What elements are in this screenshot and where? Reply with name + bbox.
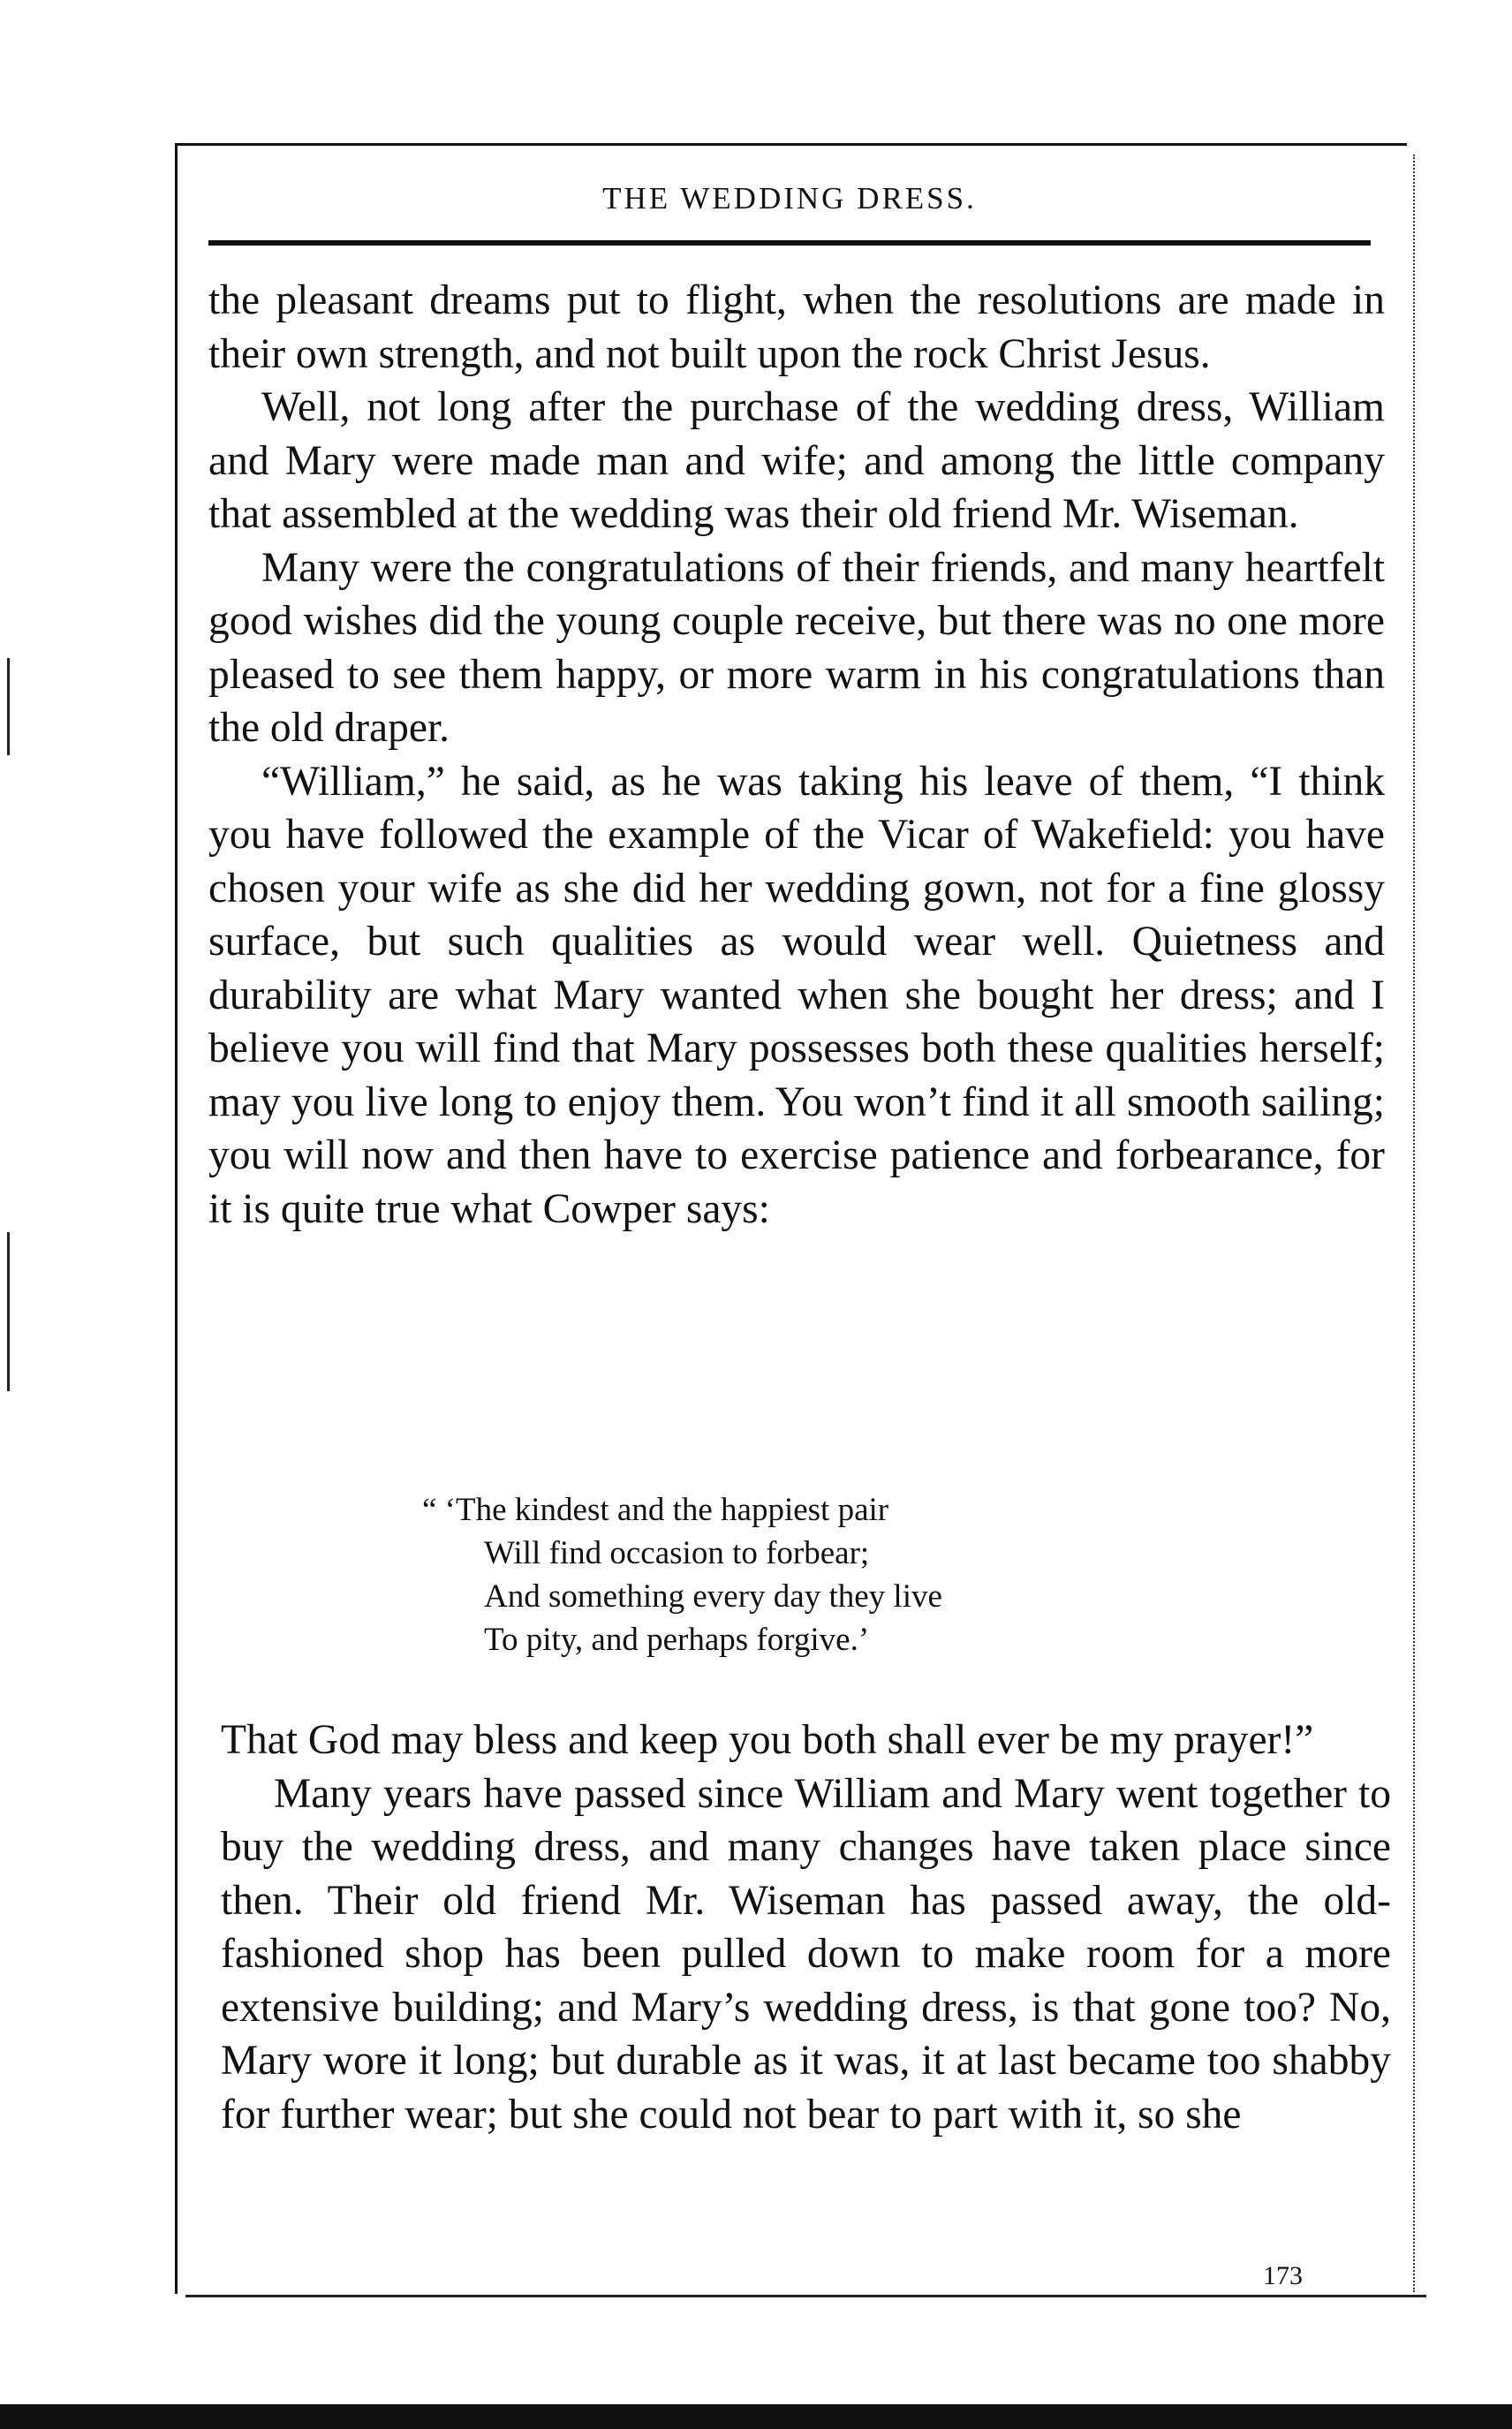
margin-scan-mark xyxy=(7,1232,10,1391)
page-number: 173 xyxy=(1263,2261,1303,2290)
paragraph: Well, not long after the purchase of the wedding dress, William and Mary were made man and wife; and among the little company that assembled at the wedding was their old friend Mr. Wiseman. xyxy=(208,384,1385,537)
running-head: THE WEDDING DRESS. xyxy=(602,181,977,216)
paragraph: Many years have passed since William and Mary went together to buy the wedding dress, and many changes have taken place since then. Their old friend Mr. Wiseman has passed away, the old-fashioned shop has been pulled down to make room for a more extensive building; and Mary’s wedding dress, is that gone too? No, Mary wore it long; but durable as it was, it at last became too shabby for further wear; but she could not bear to part with it, so she xyxy=(221,1770,1391,2138)
poem-line: To pity, and perhaps forgive.’ xyxy=(484,1622,870,1658)
poem-line: “ ‘The kindest and the happiest pair xyxy=(422,1492,889,1528)
scan-bottom-edge xyxy=(0,2404,1512,2429)
poem-line: And something every day they live xyxy=(484,1578,942,1615)
header-rule xyxy=(208,240,1371,246)
body-text-top xyxy=(208,274,1385,1236)
page-frame-bottom-rule xyxy=(185,2295,1426,2297)
page-frame-top-rule xyxy=(175,143,1407,146)
paragraph: “William,” he said, as he was taking his leave of them, “I think you have followed the example of the Vicar of Wakefield: you have chosen your wife as she did her wedding gown, not for a fine glossy surface, but such qualities as would wear well. Quietness and durability are what Mary wanted when she bought her dress; and I believe you will find that Mary possesses both these qualities herself; may you live long to enjoy them. You won’t find it all smooth sailing; you will now and then have to exercise patience and forbearance, for it is quite true what Cowper says: xyxy=(208,758,1385,1232)
margin-scan-mark xyxy=(7,658,10,755)
page-frame-right-rule xyxy=(1413,155,1417,2292)
paragraph: That God may bless and keep you both shall ever be my prayer!” xyxy=(221,1717,1314,1763)
page-frame-left-rule xyxy=(175,143,178,2294)
body-text-bottom xyxy=(221,1714,1391,2141)
paragraph: the pleasant dreams put to flight, when the resolutions are made in their own strength, and not built upon the rock Christ Jesus. xyxy=(208,277,1385,377)
poem-line: Will find occasion to forbear; xyxy=(484,1535,870,1571)
poem-quotation xyxy=(422,1488,1217,1661)
paragraph: Many were the congratulations of their friends, and many heartfelt good wishes did the young couple receive, but there was no one more pleased to see them happy, or more warm in his congratulations than the old draper. xyxy=(208,544,1385,751)
